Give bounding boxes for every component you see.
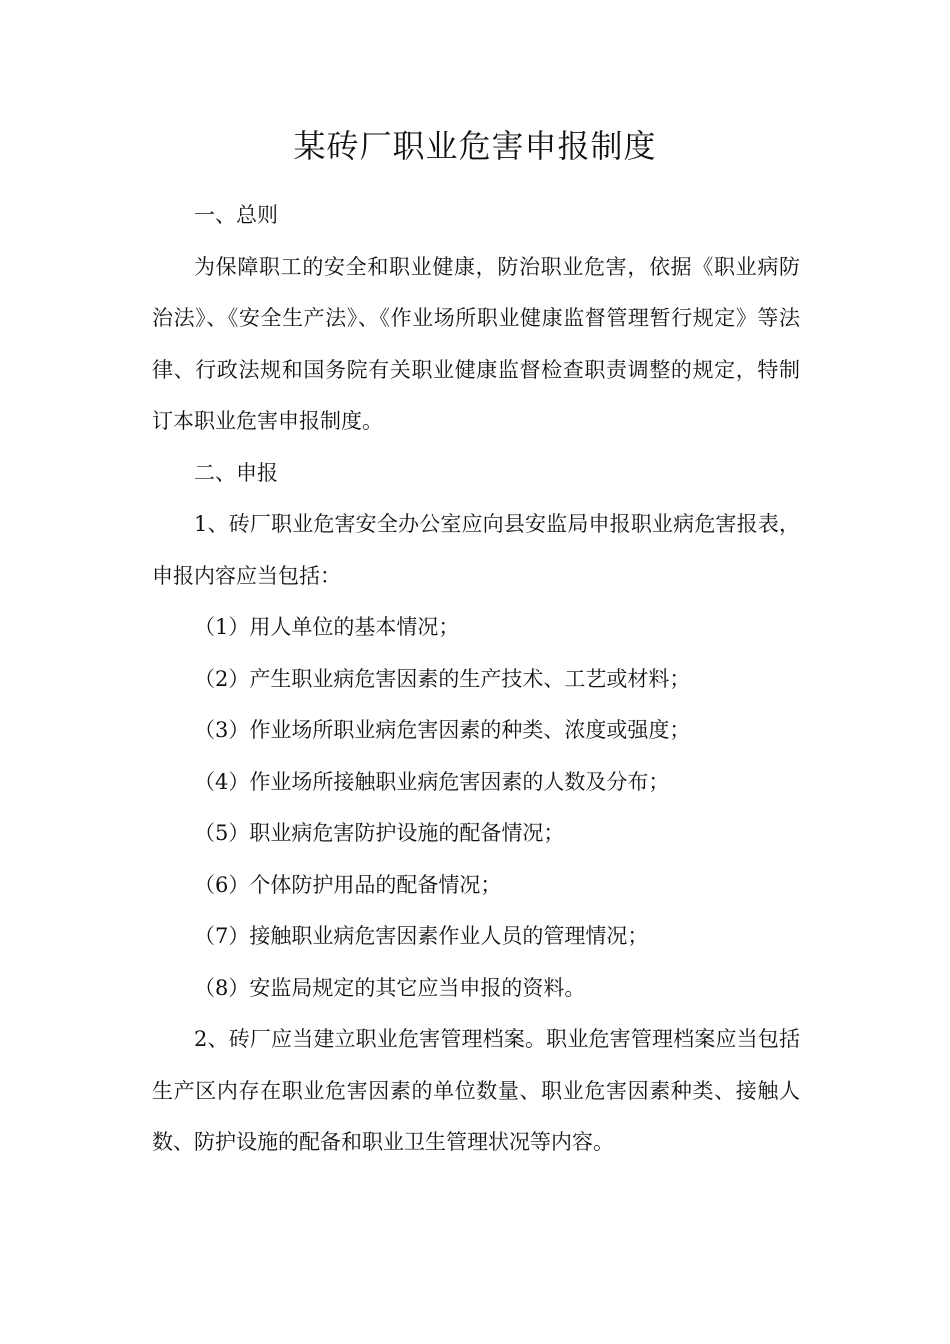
list-item: （1）用人单位的基本情况； [194, 615, 460, 639]
document-title: 某砖厂职业危害申报制度 [293, 127, 657, 165]
list-item: （7）接触职业病危害因素作业人员的管理情况； [194, 924, 649, 948]
section-heading-declaration: 二、申报 [194, 460, 278, 485]
list-item: （8）安监局规定的其它应当申报的资料。 [194, 975, 586, 1000]
document-body [152, 190, 800, 1169]
list-item: （5）职业病危害防护设施的配备情况； [194, 821, 565, 845]
list-item: （4）作业场所接触职业病危害因素的人数及分布； [194, 769, 670, 794]
paragraph-purpose: 为保障职工的安全和职业健康，防治职业危害，依据《职业病防治法》、《安全生产法》、《作业场所职业健康监督管理暂行规定》等法律、行政法规和国务院有关职业健康监督检查职责调整的规定，特制订本职业危害申报制度。 [152, 254, 800, 433]
section-heading-general: 一、总则 [194, 203, 278, 227]
paragraph-declaration-2: 2、砖厂应当建立职业危害管理档案。职业危害管理档案应当包括生产区内存在职业危害因素的单位数量、职业危害因素种类、接触人数、防护设施的配备和职业卫生管理状况等内容。 [152, 1027, 800, 1154]
paragraph-declaration-1: 1、砖厂职业危害安全办公室应向县安监局申报职业病危害报表，申报内容应当包括： [152, 512, 800, 588]
list-item: （2）产生职业病危害因素的生产技术、工艺或材料； [194, 666, 691, 691]
list-item: （3）作业场所职业病危害因素的种类、浓度或强度； [194, 718, 691, 742]
list-item: （6）个体防护用品的配备情况； [194, 872, 502, 897]
